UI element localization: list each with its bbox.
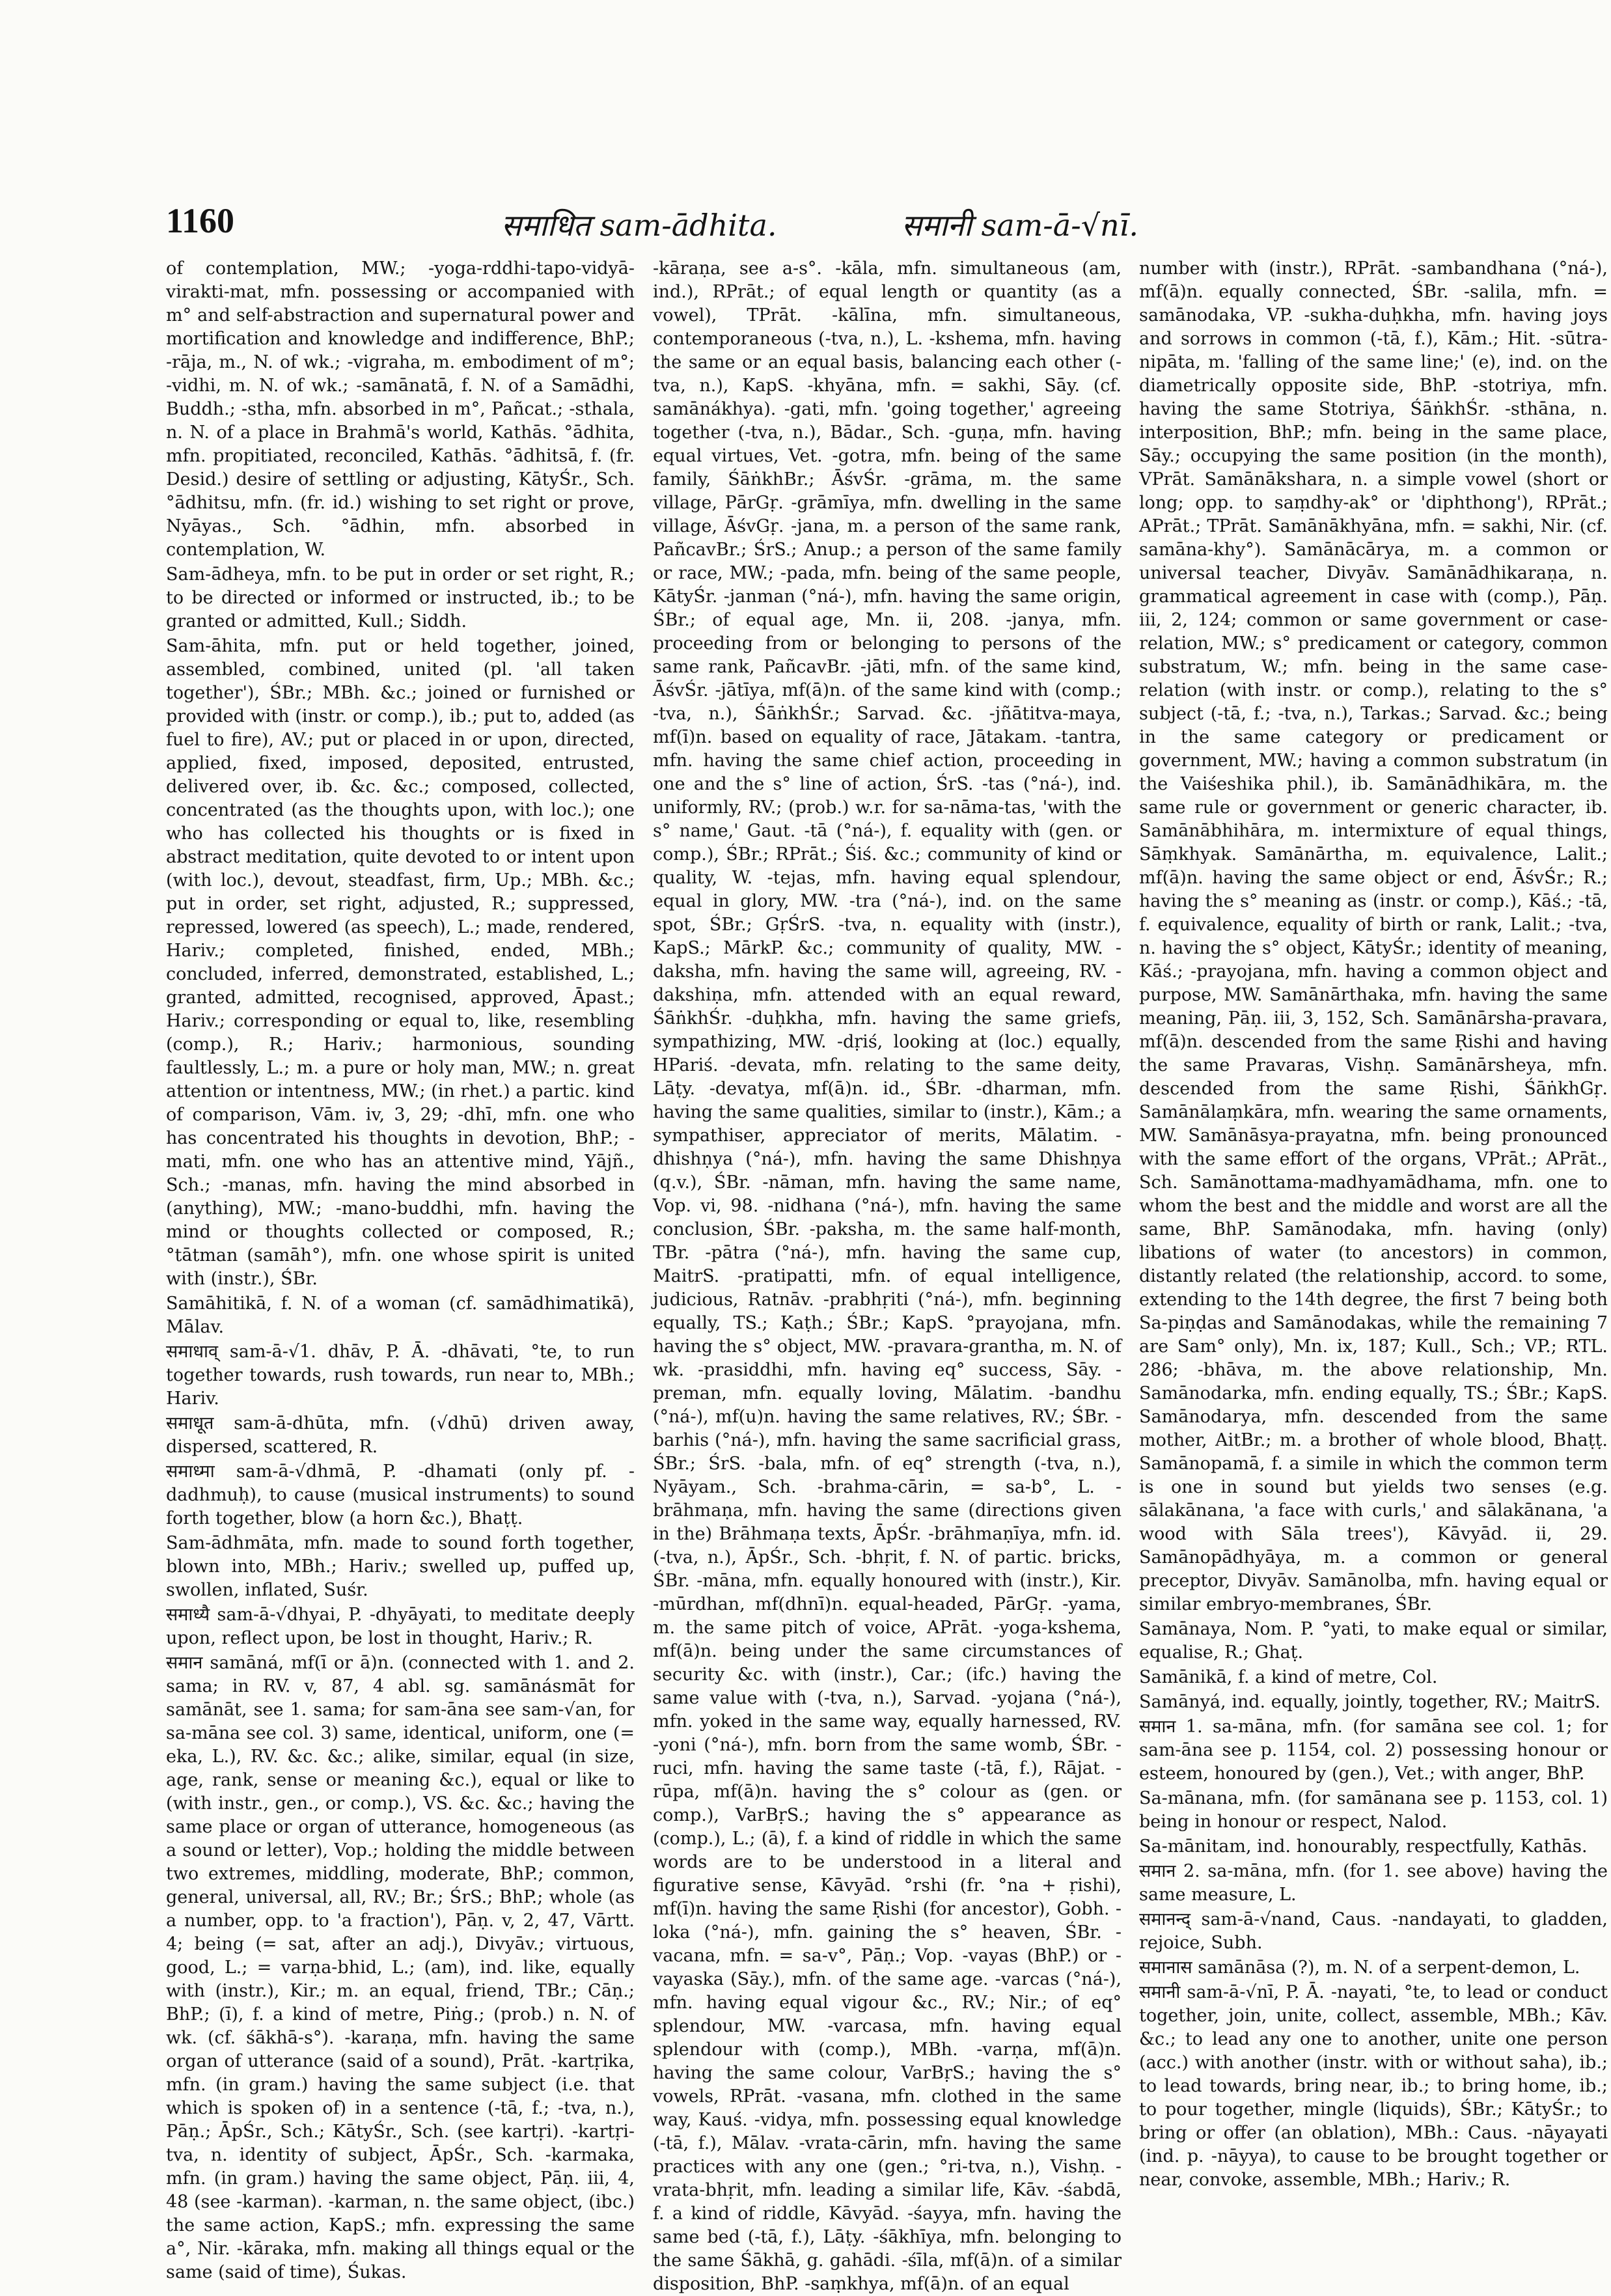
entry-paragraph: समानी sam-ā-√nī, P. Ā. -nayati, °te, to lead or conduct together, join, unite, collect, assemble, MBh.; Kāv. &c.; to lead any one to another, unite one person (acc.) with another (instr. with or without saha), ib.; to lead towards, bring near, ib.; to bring home, ib.; to pour together, mingle (liquids), ŚBr.; KātyŚr.; to bring or offer (an oblation), MBh.: Caus. -nāyayati (ind. p. -nāyya), to cause to be brought together or near, convoke, assemble, MBh.; Hariv.; R. <box>1139 1982 1608 2190</box>
entry-paragraph: Samānikā, f. a kind of metre, Col. <box>1139 1667 1438 1687</box>
entry-paragraph: समानन्द् sam-ā-√nand, Caus. -nandayati, to gladden, rejoice, Subh. <box>1139 1909 1608 1953</box>
page-header <box>166 195 1611 254</box>
entry-paragraph: समाध्मा sam-ā-√dhmā, P. -dhamati (only pf. -dadhmuḥ), to cause (musical instruments) to sound forth together, blow (a horn &c.), Bhaṭṭ. <box>166 1461 635 1528</box>
entry-paragraph: Sam-ādhmāta, mfn. made to sound forth together, blown into, MBh.; Hariv.; swelled up, puffed up, swollen, inflated, Suśr. <box>166 1533 635 1600</box>
right-running-head: समानी sam-ā-√nī. <box>902 208 1139 243</box>
column-1 <box>166 257 635 2282</box>
entry-paragraph: समाधूत sam-ā-dhūta, mfn. (√dhū) driven away, dispersed, scattered, R. <box>166 1413 635 1457</box>
entry-paragraph: Sa-mānitam, ind. honourably, respectfully, Kathās. <box>1139 1836 1588 1857</box>
entry-paragraph: समानास samānāsa (?), m. N. of a serpent-demon, L. <box>1139 1957 1580 1978</box>
entry-paragraph: Samānyá, ind. equally, jointly, together, RV.; MaitrS. <box>1139 1692 1601 1712</box>
entry-paragraph: number with (instr.), RPrāt. -sambandhana (°ná-), mf(ā)n. equally connected, ŚBr. -salila, mfn. = samānodaka, VP. -sukha-duḥkha, mfn. having joys and sorrows in common (-tā, f.), Kām.; Hit. -sūtra-nipāta, m. 'falling of the same line;' (e), ind. on the diametrically opposite side, BhP. -stotriya, mfn. having the same Stotriya, ŚāṅkhŚr. -sthāna, n. interposition, BhP.; mfn. being in the same place, Sāy.; occupying the same position (in the month), VPrāt. Samānākshara, n. a simple vowel (short or long; opp. to saṃdhy-ak° or 'diphthong'), RPrāt.; APrāt.; TPrāt. Samānākhyāna, mfn. = sakhi, Nir. (cf. samāna-khy°). Samānācārya, m. a common or universal teacher, Divyāv. Samānādhikaraṇa, n. grammatical agreement in case with (comp.), Pāṇ. iii, 2, 124; common or same government or case-relation, MW.; s° predicament or category, common substratum, W.; mfn. being in the same case-relation (with instr. or comp.), relating to the s° subject (-tā, f.; -tva, n.), Tarkas.; Sarvad. &c.; being in the same category or predicament or government, MW.; having a common substratum (in the Vaiśeshika phil.), ib. Samānādhikāra, m. the same rule or government or generic character, ib. Samānābhihāra, m. intermixture of equal things, Sāṃkhyak. Samānārtha, m. equivalence, Lalit.; mf(ā)n. having the same object or end, ĀśvŚr.; R.; having the s° meaning as (instr. or comp.), Kāś.; -tā, f. equivalence, equality of birth or rank, Lalit.; -tva, n. having the s° object, KātyŚr.; identity of meaning, Kāś.; -prayojana, mfn. having a common object and purpose, MW. Samānārthaka, mfn. having the same meaning, Pāṇ. iii, 3, 152, Sch. Samānārsha-pravara, mf(ā)n. descended from the same Ṛishi and having the same Pravaras, Vishṇ. Samānārsheya, mfn. descended from the same Ṛishi, ŚāṅkhGṛ. Samānālaṃkāra, mfn. wearing the same ornaments, MW. Samānāsya-prayatna, mfn. being pronounced with the same effort of the organs, VPrāt.; APrāt., Sch. Samānottama-madhyamādhama, mfn. one to whom the best and the middle and worst are all the same, BhP. Samānodaka, mfn. having (only) libations of water (to ancestors) in common, distantly related (the relationship, accord. to some, extending to the 14th degree, the first 7 being both Sa-piṇḍas and Samānodakas, while the remaining 7 are Sam° only), Mn. ix, 187; Kull., Sch.; VP.; RTL. 286; -bhāva, m. the above relationship, Mn. Samānodarka, mfn. ending equally, TS.; ŚBr.; KapS. Samānodarya, mfn. descended from the same mother, AitBr.; m. a brother of whole blood, Bhaṭṭ. Samānopamā, f. a simile in which the common term is one in sound but yields two senses (e.g. sālakānana, 'a face with curls,' and sālakānana, 'a wood with Sāla trees'), Kāvyād. ii, 29. Samānopādhyāya, m. a common or general preceptor, Divyāv. Samānolba, mfn. having equal or similar embryo-membranes, ŚBr. <box>1139 258 1608 1614</box>
entry-paragraph: समाधाव् sam-ā-√1. dhāv, P. Ā. -dhāvati, °te, to run together towards, rush towards, run near to, MBh.; Hariv. <box>166 1342 635 1409</box>
entry-paragraph: समान samāná, mf(ī or ā)n. (connected with 1. and 2. sama; in RV. v, 87, 4 abl. sg. samānásmāt for samānāt, see 1. sama; for sam-āna see sam-√an, for sa-māna see col. 3) same, identical, uniform, one (= eka, L.), RV. &c. &c.; alike, similar, equal (in size, age, rank, sense or meaning &c.), equal or like to (with instr., gen., or comp.), VS. &c. &c.; having the same place or organ of utterance, homogeneous (as a sound or letter), Vop.; holding the middle between two extremes, middling, moderate, BhP.; common, general, universal, all, RV.; Br.; ŚrS.; BhP.; whole (as a number, opp. to 'a fraction'), Pāṇ. v, 2, 47, Vārtt. 4; being (= sat, after an adj.), Divyāv.; virtuous, good, L.; = varṇa-bhid, L.; (am), ind. like, equally with (instr.), Kir.; m. an equal, friend, TBr.; Cāṇ.; BhP.; (ī), f. a kind of metre, Piṅg.; (prob.) n. N. of wk. (cf. śākhā-s°). -karaṇa, mfn. having the same organ of utterance (said of a sound), Prāt. -kartṛika, mfn. (in gram.) having the same subject (i.e. that which is spoken of) in a sentence (-tā, f.; -tva, n.), Pāṇ.; ĀpŚr., Sch.; KātyŚr., Sch. (see kartṛi). -kartṛi-tva, n. identity of subject, ĀpŚr., Sch. -karmaka, mfn. (in gram.) having the same object, Pāṇ. iii, 4, 48 (see -karman). -karman, n. the same object, (ibc.) the same action, KapS.; mfn. expressing the same a°, Nir. -kāraka, mfn. making all things equal or the same (said of time), Śukas. <box>166 1653 635 2282</box>
column-3 <box>1139 257 1608 2249</box>
entry-paragraph: Samānaya, Nom. P. °yati, to make equal or similar, equalise, R.; Ghaṭ. <box>1139 1619 1608 1663</box>
entry-paragraph: Samāhitikā, f. N. of a woman (cf. samādhimatikā), Mālav. <box>166 1293 635 1337</box>
entry-paragraph: समान 2. sa-māna, mfn. (for 1. see above) having the same measure, L. <box>1139 1861 1608 1905</box>
column-2 <box>653 257 1122 2294</box>
entry-paragraph: Sam-ādheya, mfn. to be put in order or set right, R.; to be directed or informed or instructed, ib.; to be granted or admitted, Kull.; Siddh. <box>166 564 635 631</box>
page-number: 1160 <box>166 201 235 240</box>
entry-paragraph: समान 1. sa-māna, mfn. (for samāna see col. 1; for sam-āna see p. 1154, col. 2) possessing honour or esteem, honoured by (gen.), Vet.; with anger, BhP. <box>1139 1717 1608 1784</box>
entry-paragraph: Sa-mānana, mfn. (for samānana see p. 1153, col. 1) being in honour or respect, Nalod. <box>1139 1788 1608 1832</box>
left-running-head: समाधित sam-ādhita. <box>501 208 777 243</box>
entry-paragraph: -kāraṇa, see a-s°. -kāla, mfn. simultaneous (am, ind.), RPrāt.; of equal length or quantity (as a vowel), TPrāt. -kālīna, mfn. simultaneous, contemporaneous (-tva, n.), L. -kshema, mfn. having the same or an equal basis, balancing each other (-tva, n.), KapS. -khyāna, mfn. = sakhi, Sāy. (cf. samānákhya). -gati, mfn. 'going together,' agreeing together (-tva, n.), Bādar., Sch. -guṇa, mfn. having equal virtues, Vet. -gotra, mfn. being of the same family, ŚāṅkhBr.; ĀśvŚr. -grāma, m. the same village, PārGṛ. -grāmīya, mfn. dwelling in the same village, ĀśvGṛ. -jana, m. a person of the same rank, PañcavBr.; ŚrS.; Anup.; a person of the same family or race, MW.; -pada, mfn. being of the same people, KātyŚr. -janman (°ná-), mfn. having the same origin, ŚBr.; of equal age, Mn. ii, 208. -janya, mfn. proceeding from or belonging to persons of the same rank, PañcavBr. -jāti, mfn. of the same kind, ĀśvŚr. -jātīya, mf(ā)n. of the same kind with (comp.; -tva, n.), ŚāṅkhŚr.; Sarvad. &c. -jñātitva-maya, mf(ī)n. based on equality of race, Jātakam. -tantra, mfn. having the same chief action, proceeding in one and the s° line of action, ŚrS. -tas (°ná-), ind. uniformly, RV.; (prob.) w.r. for sa-nāma-tas, 'with the s° name,' Gaut. -tā (°ná-), f. equality with (gen. or comp.), ŚBr.; RPrāt.; Śiś. &c.; community of kind or quality, W. -tejas, mfn. having equal splendour, equal in glory, MW. -tra (°ná-), ind. on the same spot, ŚBr.; GṛŚrS. -tva, n. equality with (instr.), KapS.; MārkP. &c.; community of quality, MW. -daksha, mfn. having the same will, agreeing, RV. -dakshiṇa, mfn. attended with an equal reward, ŚāṅkhŚr. -duḥkha, mfn. having the same griefs, sympathizing, MW. -dṛiś, looking at (loc.) equally, HPariś. -devata, mfn. relating to the same deity, Lāṭy. -devatya, mf(ā)n. id., ŚBr. -dharman, mfn. having the same qualities, similar to (instr.), Kām.; a sympathiser, appreciator of merits, Mālatim. -dhishṇya (°ná-), mfn. having the same Dhishṇya (q.v.), ŚBr. -nāman, mfn. having the same name, Vop. vi, 98. -nidhana (°ná-), mfn. having the same conclusion, ŚBr. -paksha, m. the same half-month, TBr. -pātra (°ná-), mfn. having the same cup, MaitrS. -pratipatti, mfn. of equal intelligence, judicious, Ratnāv. -prabhṛiti (°ná-), mfn. beginning equally, TS.; Kaṭh.; ŚBr.; KapS. °prayojana, mfn. having the s° object, MW. -pravara-grantha, m. N. of wk. -prasiddhi, mfn. having eq° success, Sāy. -preman, mfn. equally loving, Mālatim. -bandhu (°ná-), mf(u)n. having the same relatives, RV.; ŚBr. -barhis (°ná-), mfn. having the same sacrificial grass, ŚBr.; ŚrS. -bala, mfn. of eq° strength (-tva, n.), Nyāyam., Sch. -brahma-cārin, = sa-b°, L. -brāhmaṇa, mfn. having the same (directions given in the) Brāhmaṇa texts, ĀpŚr. -brāhmaṇīya, mfn. id. (-tva, n.), ĀpŚr., Sch. -bhṛit, f. N. of partic. bricks, ŚBr. -māna, mfn. equally honoured with (instr.), Kir. -mūrdhan, mf(dhnī)n. equal-headed, PārGṛ. -yama, m. the same pitch of voice, APrāt. -yoga-kshema, mf(ā)n. being under the same circumstances of security &c. with (instr.), Car.; (ifc.) having the same value with (-tva, n.), Sarvad. -yojana (°ná-), mfn. yoked in the same way, equally harnessed, RV. -yoni (°ná-), mfn. born from the same womb, ŚBr. -ruci, mfn. having the same taste (-tā, f.), Rājat. -rūpa, mf(ā)n. having the s° colour as (gen. or comp.), VarBṛS.; having the s° appearance as (comp.), L.; (ā), f. a kind of riddle in which the same words are to be understood in a literal and figurative sense, Kāvyād. °rshi (fr. °na + ṛishi), mf(ī)n. having the same Ṛishi (for ancestor), Gobh. -loka (°ná-), mfn. gaining the s° heaven, ŚBr. -vacana, mfn. = sa-v°, Pāṇ.; Vop. -vayas (BhP.) or -vayaska (Sāy.), mfn. of the same age. -varcas (°ná-), mfn. having equal vigour &c., RV.; Nir.; of eq° splendour, MW. -varcasa, mfn. having equal splendour with (comp.), MBh. -varṇa, mf(ā)n. having the same colour, VarBṛS.; having the s° vowels, RPrāt. -vasana, mfn. clothed in the same way, Kauś. -vidya, mfn. possessing equal knowledge (-tā, f.), Mālav. -vrata-cārin, mfn. having the same practices with any one (gen.; °ri-tva, n.), Vishṇ. -vrata-bhṛit, mfn. leading a similar life, Kāv. -śabdā, f. a kind of riddle, Kāvyād. -śayya, mfn. having the same bed (-tā, f.), Lāṭy. -śākhīya, mfn. belonging to the same Śākhā, g. gahādi. -śīla, mf(ā)n. of a similar disposition, BhP. -saṃkhya, mf(ā)n. of an equal <box>653 258 1122 2294</box>
entry-paragraph: समाध्यै sam-ā-√dhyai, P. -dhyāyati, to meditate deeply upon, reflect upon, be lost in thought, Hariv.; R. <box>166 1605 635 1648</box>
entry-paragraph: of contemplation, MW.; -yoga-rddhi-tapo-vidyā-virakti-mat, mfn. possessing or accompanied with m° and self-abstraction and supernatural power and mortification and knowledge and indifference, BhP.; -rāja, m., N. of wk.; -vigraha, m. embodiment of m°; -vidhi, m. N. of wk.; -samānatā, f. N. of a Samādhi, Buddh.; -stha, mfn. absorbed in m°, Pañcat.; -sthala, n. N. of a place in Brahmā's world, Kathās. °ādhita, mfn. propitiated, reconciled, Kathās. °ādhitsā, f. (fr. Desid.) desire of settling or adjusting, KātyŚr., Sch. °ādhitsu, mfn. (fr. id.) wishing to set right or prove, Nyāyas., Sch. °ādhin, mfn. absorbed in contemplation, W. <box>166 258 635 560</box>
entry-paragraph: Sam-āhita, mfn. put or held together, joined, assembled, combined, united (pl. 'all taken together'), ŚBr.; MBh. &c.; joined or furnished or provided with (instr. or comp.), ib.; put to, added (as fuel to fire), AV.; put or placed in or upon, directed, applied, fixed, imposed, deposited, entrusted, delivered over, ib. &c. &c.; composed, collected, concentrated (as the thoughts upon, with loc.); one who has collected his thoughts or is fixed in abstract meditation, quite devoted to or intent upon (with loc.), devout, steadfast, firm, Up.; MBh. &c.; put in order, set right, adjusted, R.; suppressed, repressed, lowered (as speech), L.; made, rendered, Hariv.; completed, finished, ended, MBh.; concluded, inferred, demonstrated, established, L.; granted, admitted, recognised, approved, Āpast.; Hariv.; corresponding or equal to, like, resembling (comp.), R.; Hariv.; harmonious, sounding faultlessly, L.; m. a pure or holy man, MW.; n. great attention or intentness, MW.; (in rhet.) a partic. kind of comparison, Vām. iv, 3, 29; -dhī, mfn. one who has concentrated his thoughts in devotion, BhP.; -mati, mfn. one who has an attentive mind, Yājñ., Sch.; -manas, mfn. having the mind absorbed in (anything), MW.; -mano-buddhi, mfn. having the mind or thoughts collected or composed, R.; °tātman (samāh°), mfn. one whose spirit is united with (instr.), ŚBr. <box>166 636 635 1289</box>
